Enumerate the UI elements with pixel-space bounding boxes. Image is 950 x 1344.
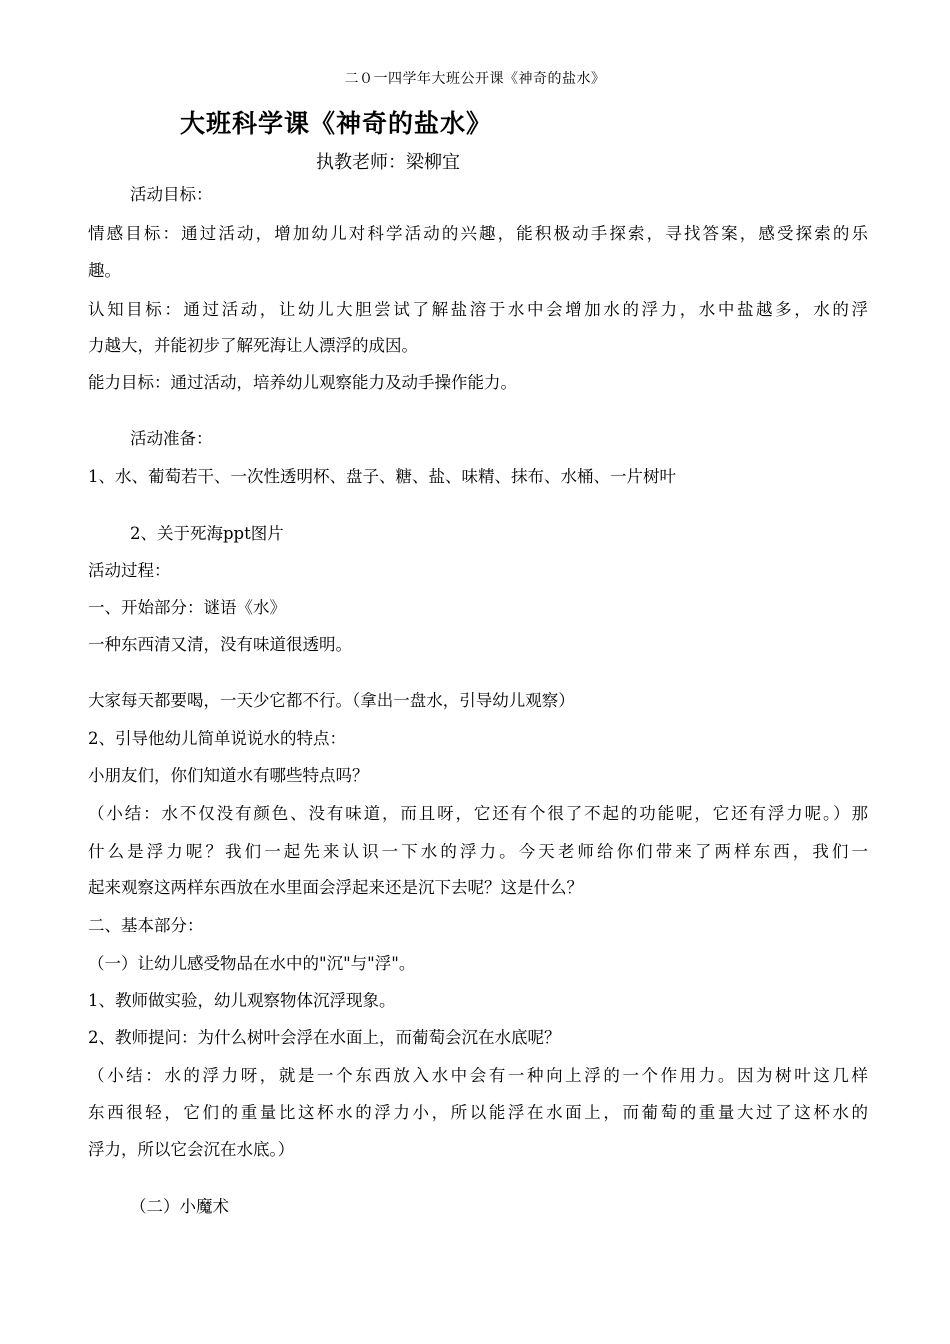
paragraph-line: 东西很轻，它们的重量比这杯水的浮力小，所以能浮在水面上，而葡萄的重量大过了这杯水的 — [88, 1103, 868, 1122]
paragraph-line: 1、教师做实验，幼儿观察物体沉浮现象。 — [88, 991, 396, 1010]
paragraph-line: 一、开始部分：谜语《水》 — [88, 598, 286, 617]
section-heading-main: 二、基本部分： — [88, 916, 204, 935]
paragraph-line: 浮力，所以它会沉在水底。） — [88, 1140, 295, 1159]
paragraph-line: 力越大，并能初步了解死海让人漂浮的成因。 — [88, 336, 418, 355]
paragraph-line: 1、水、葡萄若干、一次性透明杯、盘子、糖、盐、味精、抹布、水桶、一片树叶 — [88, 467, 676, 486]
lesson-title: 大班科学课《神奇的盐水》 — [180, 109, 493, 138]
paragraph-line: 2、教师提问：为什么树叶会浮在水面上，而葡萄会沉在水底呢？ — [88, 1028, 561, 1047]
subsection-heading-magic: （二）小魔术 — [130, 1197, 229, 1216]
paragraph-line: 能力目标：通过活动，培养幼儿观察能力及动手操作能力。 — [88, 373, 517, 392]
paragraph-line: 认知目标：通过活动，让幼儿大胆尝试了解盐溶于水中会增加水的浮力，水中盐越多，水的浮 — [88, 300, 868, 319]
section-heading-preparation: 活动准备： — [130, 429, 213, 448]
paragraph-line: 大家每天都要喝，一天少它都不行。（拿出一盘水，引导幼儿观察） — [88, 691, 575, 710]
section-heading-process: 活动过程： — [88, 561, 171, 580]
paragraph-line: 2、引导他幼儿简单说说水的特点： — [88, 729, 346, 748]
paragraph-line: 什么是浮力呢？我们一起先来认识一下水的浮力。今天老师给你们带来了两样东西，我们一 — [88, 842, 868, 861]
section-heading-goals: 活动目标： — [130, 185, 213, 204]
paragraph-line: 起来观察这两样东西放在水里面会浮起来还是沉下去呢？这是什么？ — [88, 878, 583, 897]
paragraph-line: 小朋友们，你们知道水有哪些特点吗？ — [88, 766, 369, 785]
teacher-name: 执教老师：梁柳宜 — [316, 152, 460, 173]
paragraph-line: 2、关于死海ppt图片 — [130, 524, 284, 543]
paragraph-line: 一种东西清又清，没有味道很透明。 — [88, 635, 352, 654]
paragraph-line: （一）让幼儿感受物品在水中的"沉"与"浮"。 — [88, 954, 416, 973]
paragraph-line: （小结：水的浮力呀，就是一个东西放入水中会有一种向上浮的一个作用力。因为树叶这几样 — [88, 1066, 868, 1085]
paragraph-line: 趣。 — [88, 261, 121, 280]
paragraph-line: （小结：水不仅没有颜色、没有味道，而且呀，它还有个很了不起的功能呢，它还有浮力呢。）那 — [88, 804, 868, 823]
paragraph-line: 情感目标：通过活动，增加幼儿对科学活动的兴趣，能积极动手探索，寻找答案，感受探索的乐 — [88, 224, 868, 243]
page-header: 二０一四学年大班公开课《神奇的盐水》 — [344, 71, 606, 87]
